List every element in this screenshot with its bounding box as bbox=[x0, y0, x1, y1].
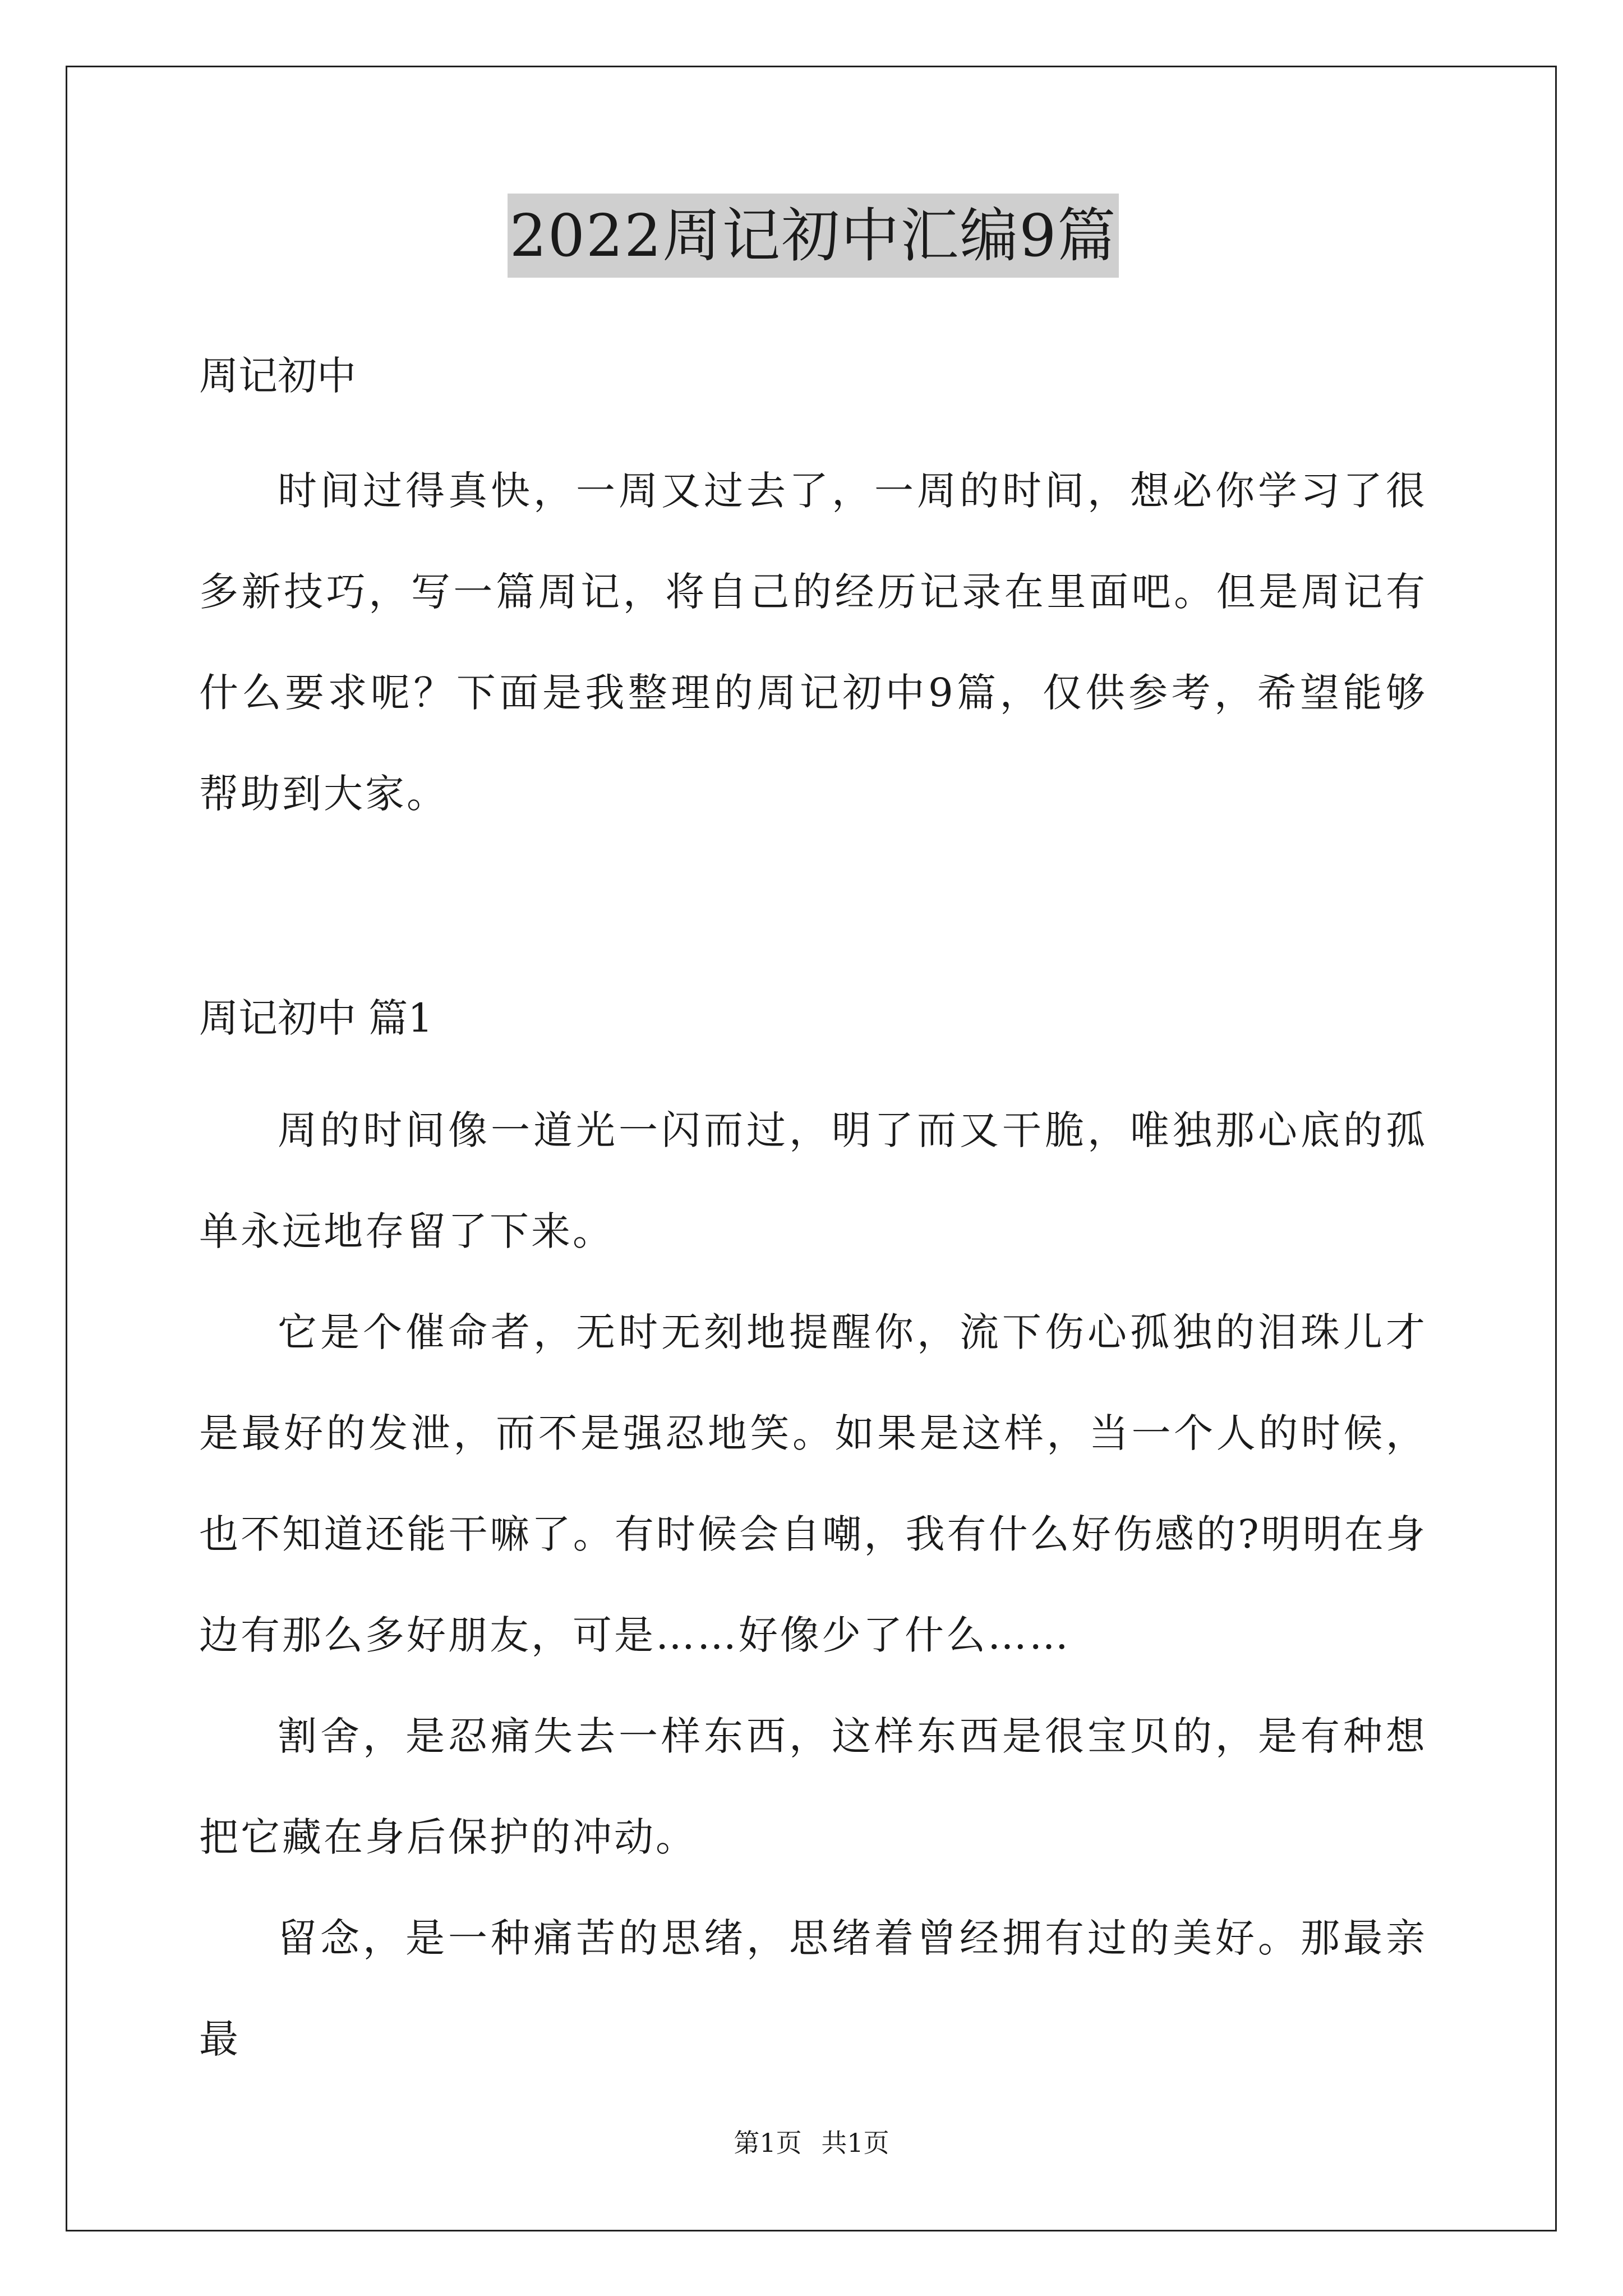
title-wrap bbox=[199, 194, 1427, 278]
page-footer bbox=[0, 2126, 1623, 2160]
section1-paragraph-4: 留念，是一种痛苦的思绪，思绪着曾经拥有过的美好。那最亲最 bbox=[199, 1915, 1427, 2062]
section1-paragraph-3: 割舍，是忍痛失去一样东西，这样东西是很宝贝的，是有种想把它藏在身后保护的冲动。 bbox=[199, 1713, 1427, 1860]
page-total: 共1页 bbox=[821, 2128, 889, 2158]
section1-paragraph-2: 它是个催命者，无时无刻地提醒你，流下伤心孤独的泪珠儿才是最好的发泄，而不是强忍地笑。如果是这样，当一个人的时候，也不知道还能干嘛了。有时候会自嘲，我有什么好伤感的?明明在身边有那么多好朋友，可是……好像少了什么…… bbox=[199, 1309, 1427, 1658]
intro-heading: 周记初中 bbox=[199, 353, 356, 399]
section1-paragraph-1: 周的时间像一道光一闪而过，明了而又干脆，唯独那心底的孤单永远地存留了下来。 bbox=[199, 1107, 1427, 1254]
document-title: 2022周记初中汇编9篇 bbox=[508, 194, 1119, 278]
page-number: 第1页 bbox=[734, 2128, 802, 2158]
intro-paragraph: 时间过得真快，一周又过去了，一周的时间，想必你学习了很多新技巧，写一篇周记，将自己的经历记录在里面吧。但是周记有什么要求呢？下面是我整理的周记初中9篇，仅供参考，希望能够帮助到大家。 bbox=[199, 468, 1427, 817]
section1-heading: 周记初中 篇1 bbox=[199, 995, 433, 1041]
